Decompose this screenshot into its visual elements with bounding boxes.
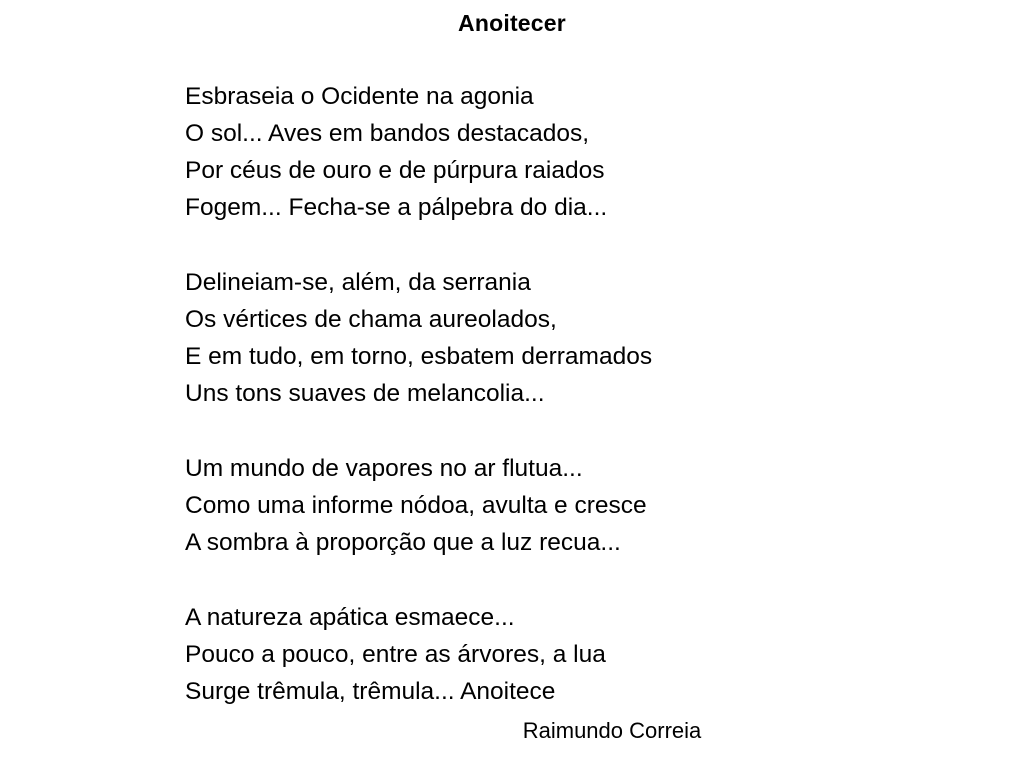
- stanza: [185, 599, 885, 710]
- poem-line: Como uma informe nódoa, avulta e cresce: [185, 492, 647, 519]
- poem-line: Os vértices de chama aureolados,: [185, 306, 557, 333]
- poem-line: Pouco a pouco, entre as árvores, a lua: [185, 641, 606, 668]
- poem-line: Por céus de ouro e de púrpura raiados: [185, 157, 605, 184]
- poem-line: E em tudo, em torno, esbatem derramados: [185, 343, 653, 370]
- stanza: [185, 450, 885, 561]
- poem-line: O sol... Aves em bandos destacados,: [185, 120, 590, 147]
- author-attribution: Raimundo Correia: [522, 718, 702, 743]
- page-title: Anoitecer: [458, 10, 566, 36]
- stanza: [185, 78, 885, 226]
- stanza: [185, 264, 885, 412]
- poem-line: Fogem... Fecha-se a pálpebra do dia...: [185, 194, 608, 221]
- poem-line: A sombra à proporção que a luz recua...: [185, 529, 621, 556]
- poem-line: Delineiam-se, além, da serrania: [185, 269, 531, 296]
- poem-line: Esbraseia o Ocidente na agonia: [185, 83, 534, 110]
- poem-line: Uns tons suaves de melancolia...: [185, 380, 545, 407]
- poem-line: Surge trêmula, trêmula... Anoitece: [185, 678, 556, 705]
- poem-text: [185, 78, 885, 710]
- poem-line: A natureza apática esmaece...: [185, 604, 515, 631]
- poem-line: Um mundo de vapores no ar flutua...: [185, 455, 583, 482]
